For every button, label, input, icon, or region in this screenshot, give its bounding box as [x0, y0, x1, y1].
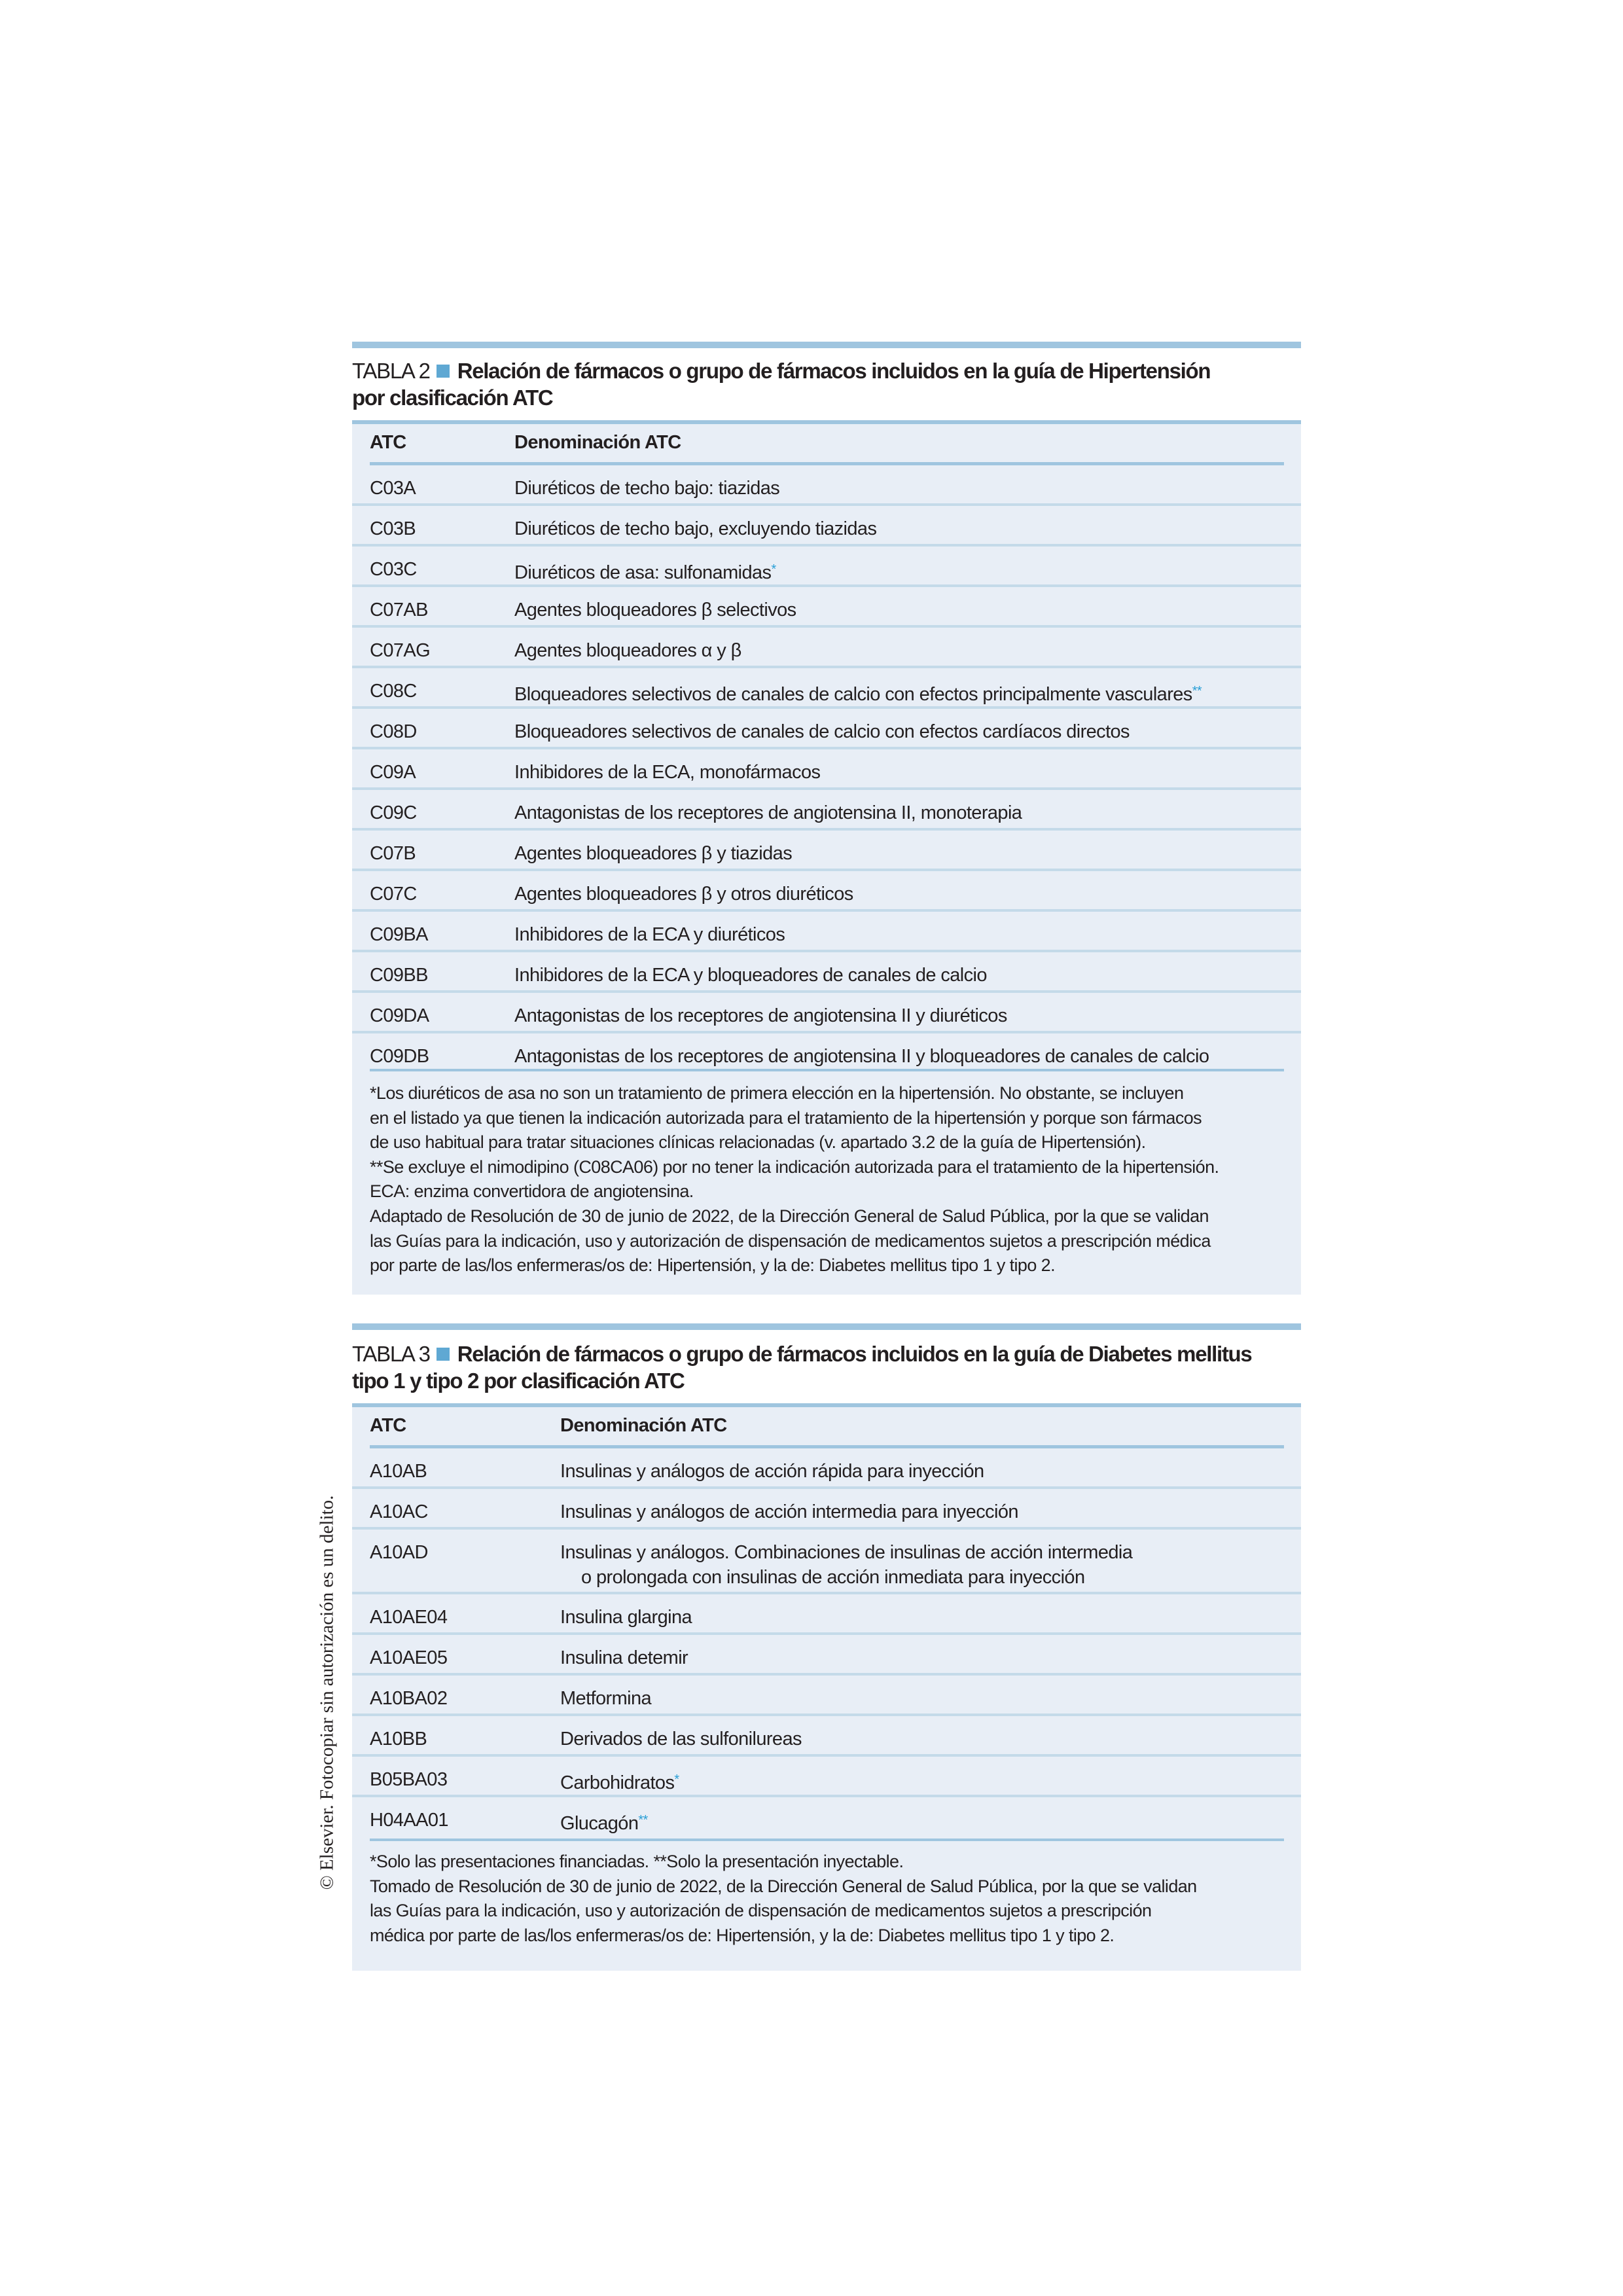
table-title — [352, 357, 1268, 411]
atc-denomination — [560, 1767, 679, 1795]
denomination-text: Metformina — [560, 1688, 652, 1709]
atc-code: C09BA — [370, 924, 428, 945]
footnote-line: Adaptado de Resolución de 30 de junio de 2022, de la Dirección General de Salud Pública, por la que se validan — [370, 1206, 1209, 1226]
header-atc: ATC — [370, 1415, 406, 1436]
atc-denomination — [514, 922, 785, 947]
denomination-text: Insulinas y análogos de acción rápida para inyección — [560, 1461, 984, 1482]
denomination-text: Bloqueadores selectivos de canales de calcio con efectos principalmente vasculares — [514, 684, 1192, 705]
table-row — [352, 952, 1301, 993]
atc-denomination — [560, 1808, 648, 1836]
denomination-text: Insulina detemir — [560, 1647, 688, 1668]
denomination-text: Insulinas y análogos. Combinaciones de insulinas de acción intermedia — [560, 1542, 1133, 1563]
table-row — [352, 993, 1301, 1033]
title-line-1: Relación de fármacos o grupo de fármacos incluidos en la guía de Hipertensión — [457, 359, 1211, 383]
atc-denomination — [560, 1540, 1132, 1590]
table-top-bar — [352, 342, 1301, 348]
denomination-text: Inhibidores de la ECA y bloqueadores de canales de calcio — [514, 965, 987, 986]
atc-code: C09C — [370, 802, 417, 823]
footnote-line: **Se excluye el nimodipino (C08CA06) por no tener la indicación autorizada para el tratamiento de la hipertensión. — [370, 1157, 1219, 1177]
table-row — [352, 1033, 1301, 1074]
atc-code: A10AB — [370, 1461, 427, 1482]
table-row — [352, 587, 1301, 628]
table-label: TABLA 3 — [352, 1342, 430, 1366]
footnote-mark: * — [674, 1772, 679, 1787]
square-bullet-icon — [437, 365, 450, 378]
table-row — [352, 668, 1301, 709]
atc-denomination — [514, 800, 1022, 825]
atc-denomination — [560, 1645, 688, 1670]
atc-code: A10BA02 — [370, 1688, 448, 1709]
denomination-text: Agentes bloqueadores α y β — [514, 640, 741, 661]
table-3 — [352, 1323, 1301, 1968]
denomination-text: Bloqueadores selectivos de canales de calcio con efectos cardíacos directos — [514, 721, 1130, 742]
atc-denomination — [514, 476, 779, 501]
atc-denomination — [514, 1003, 1007, 1028]
denomination-text: Insulinas y análogos de acción intermedia para inyección — [560, 1501, 1018, 1522]
atc-code: C08C — [370, 681, 417, 702]
atc-code: C03A — [370, 478, 416, 499]
title-line-1: Relación de fármacos o grupo de fármacos incluidos en la guía de Diabetes mellitus — [457, 1342, 1252, 1366]
table-row — [352, 1448, 1301, 1489]
atc-denomination — [514, 882, 853, 906]
header-denominacion: Denominación ATC — [560, 1415, 727, 1436]
table-row — [352, 1635, 1301, 1676]
denomination-text: Inhibidores de la ECA, monofármacos — [514, 762, 821, 783]
denomination-text-continued: o prolongada con insulinas de acción inmediata para inyección — [581, 1567, 1085, 1588]
table-row — [352, 628, 1301, 668]
atc-code: B05BA03 — [370, 1769, 448, 1790]
atc-code: C09DB — [370, 1046, 429, 1067]
table-row — [352, 1489, 1301, 1530]
atc-code: C03C — [370, 559, 417, 580]
denomination-text: Derivados de las sulfonilureas — [560, 1729, 802, 1749]
atc-denomination — [514, 1044, 1209, 1069]
denomination-text: Agentes bloqueadores β y tiazidas — [514, 843, 793, 864]
table-row — [352, 1716, 1301, 1757]
header-atc: ATC — [370, 432, 406, 453]
table-2 — [352, 342, 1301, 1295]
denomination-text: Agentes bloqueadores β selectivos — [514, 600, 796, 620]
table-row — [352, 1676, 1301, 1716]
atc-code: C08D — [370, 721, 417, 742]
atc-denomination — [560, 1605, 692, 1630]
atc-denomination — [514, 516, 876, 541]
table-row — [352, 465, 1301, 506]
denomination-text: Diuréticos de techo bajo, excluyendo tiazidas — [514, 518, 877, 539]
atc-denomination — [560, 1459, 984, 1484]
table-row — [352, 831, 1301, 871]
table-row — [352, 871, 1301, 912]
denomination-text: Diuréticos de techo bajo: tiazidas — [514, 478, 780, 499]
denomination-text: Diuréticos de asa: sulfonamidas — [514, 562, 772, 583]
table-row — [352, 709, 1301, 749]
footnotes — [370, 1081, 1288, 1278]
atc-code: C09A — [370, 762, 416, 783]
table-header — [352, 1407, 1301, 1445]
footnotes — [370, 1850, 1288, 1948]
atc-code: A10AD — [370, 1542, 428, 1563]
atc-code: C07C — [370, 884, 417, 905]
table-label: TABLA 2 — [352, 359, 430, 383]
atc-code: C07AG — [370, 640, 431, 661]
footnote-divider — [370, 1839, 1284, 1841]
footnote-line: ECA: enzima convertidora de angiotensina. — [370, 1181, 694, 1202]
title-line-2: por clasificación ATC — [352, 386, 553, 410]
footnote-mark: ** — [638, 1813, 648, 1827]
atc-denomination — [514, 760, 820, 785]
atc-code: A10AE04 — [370, 1607, 448, 1628]
table-row — [352, 1530, 1301, 1594]
table-body — [352, 1403, 1301, 1971]
atc-denomination — [514, 598, 796, 622]
table-row — [352, 506, 1301, 547]
table-row — [352, 1797, 1301, 1838]
atc-denomination — [560, 1727, 802, 1751]
table-top-bar — [352, 1323, 1301, 1330]
table-row — [352, 912, 1301, 952]
atc-code: A10BB — [370, 1729, 427, 1749]
atc-code: A10AC — [370, 1501, 428, 1522]
square-bullet-icon — [437, 1348, 450, 1361]
denomination-text: Insulina glargina — [560, 1607, 692, 1628]
atc-code: C03B — [370, 518, 416, 539]
denomination-text: Carbohidratos — [560, 1772, 675, 1793]
atc-code: C07AB — [370, 600, 428, 620]
table-row — [352, 790, 1301, 831]
table-body — [352, 420, 1301, 1295]
denomination-text: Antagonistas de los receptores de angiotensina II, monoterapia — [514, 802, 1022, 823]
copyright-watermark: © Elsevier. Fotocopiar sin autorización es un delito. — [316, 1495, 338, 1890]
denomination-text: Antagonistas de los receptores de angiotensina II y diuréticos — [514, 1005, 1007, 1026]
atc-denomination — [514, 719, 1130, 744]
atc-denomination — [560, 1499, 1018, 1524]
title-line-2: tipo 1 y tipo 2 por clasificación ATC — [352, 1369, 685, 1393]
footnote-line: *Los diuréticos de asa no son un tratamiento de primera elección en la hipertensión. No obstante, se incluyen — [370, 1083, 1184, 1103]
table-row — [352, 547, 1301, 587]
atc-code: C09DA — [370, 1005, 429, 1026]
table-row — [352, 749, 1301, 790]
denomination-text: Antagonistas de los receptores de angiotensina II y bloqueadores de canales de calcio — [514, 1046, 1209, 1067]
atc-denomination — [514, 638, 741, 663]
footnote-line: por parte de las/los enfermeras/os de: Hipertensión, y la de: Diabetes mellitus tipo 1 y tipo 2. — [370, 1255, 1055, 1276]
footnote-line: de uso habitual para tratar situaciones clínicas relacionadas (v. apartado 3.2 de la guía de Hipertensión). — [370, 1132, 1146, 1153]
footnote-mark: ** — [1192, 684, 1202, 698]
atc-code: H04AA01 — [370, 1810, 448, 1831]
atc-denomination — [514, 963, 987, 988]
footnote-line: médica por parte de las/los enfermeras/os de: Hipertensión, y la de: Diabetes mellitus tipo 1 y tipo 2. — [370, 1925, 1115, 1945]
footnote-line: Tomado de Resolución de 30 de junio de 2022, de la Dirección General de Salud Pública, por la que se validan — [370, 1876, 1197, 1896]
footnote-line: *Solo las presentaciones financiadas. **Solo la presentación inyectable. — [370, 1852, 904, 1871]
footnote-line: las Guías para la indicación, uso y autorización de dispensación de medicamentos sujetos a prescripción médica — [370, 1230, 1211, 1251]
denomination-text: Glucagón — [560, 1813, 639, 1834]
atc-denomination — [514, 679, 1202, 707]
atc-denomination — [514, 841, 792, 866]
atc-code: C09BB — [370, 965, 428, 986]
atc-denomination — [514, 557, 776, 585]
atc-denomination — [560, 1686, 651, 1711]
denomination-text: Inhibidores de la ECA y diuréticos — [514, 924, 785, 945]
table-title — [352, 1340, 1268, 1394]
denomination-text: Agentes bloqueadores β y otros diuréticos — [514, 884, 853, 905]
footnote-line: en el listado ya que tienen la indicación autorizada para el tratamiento de la hipertensión y porque son fármacos — [370, 1107, 1202, 1128]
table-header — [352, 424, 1301, 462]
footnote-line: las Guías para la indicación, uso y autorización de dispensación de medicamentos sujetos a prescripción — [370, 1901, 1152, 1921]
header-denominacion: Denominación ATC — [514, 432, 681, 453]
footnote-mark: * — [771, 562, 776, 577]
table-row — [352, 1757, 1301, 1797]
table-row — [352, 1594, 1301, 1635]
atc-code: A10AE05 — [370, 1647, 448, 1668]
atc-code: C07B — [370, 843, 416, 864]
